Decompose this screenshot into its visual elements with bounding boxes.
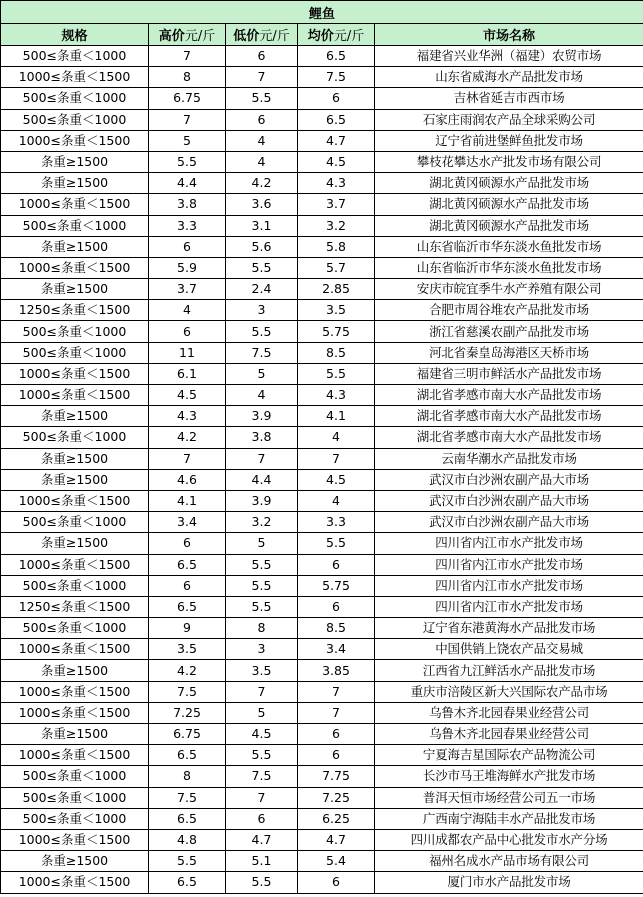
cell-avg-price: 5.75 (298, 575, 375, 596)
table-row (1, 639, 643, 660)
cell-low-price: 3.1 (226, 215, 298, 236)
cell-low-price: 4 (226, 385, 298, 406)
cell-spec: 500≤条重＜1000 (1, 88, 149, 109)
cell-spec: 条重≥1500 (1, 236, 149, 257)
table-row (1, 681, 643, 702)
header-avg-label: 均价 (307, 29, 334, 44)
cell-spec: 1000≤条重＜1500 (1, 681, 149, 702)
cell-low-price: 3 (226, 300, 298, 321)
cell-spec: 1000≤条重＜1500 (1, 67, 149, 88)
cell-avg-price: 4.5 (298, 469, 375, 490)
table-row (1, 173, 643, 194)
cell-low-price: 3 (226, 639, 298, 660)
cell-high-price: 5.9 (149, 257, 226, 278)
cell-market-name: 湖北省孝感市南大水产品批发市场 (375, 427, 643, 448)
cell-avg-price: 6 (298, 596, 375, 617)
cell-high-price: 7.5 (149, 681, 226, 702)
table-row (1, 724, 643, 745)
cell-low-price: 7 (226, 448, 298, 469)
table-title: 鲤鱼 (1, 1, 643, 24)
cell-spec: 条重≥1500 (1, 406, 149, 427)
cell-spec: 1000≤条重＜1500 (1, 639, 149, 660)
cell-avg-price: 6 (298, 745, 375, 766)
cell-low-price: 5.5 (226, 257, 298, 278)
cell-high-price: 5.5 (149, 851, 226, 872)
table-row (1, 46, 643, 67)
cell-high-price: 4.1 (149, 490, 226, 511)
cell-high-price: 4.2 (149, 660, 226, 681)
cell-low-price: 4 (226, 151, 298, 172)
cell-market-name: 吉林省延吉市西市场 (375, 88, 643, 109)
cell-high-price: 4.5 (149, 385, 226, 406)
cell-avg-price: 7.5 (298, 67, 375, 88)
cell-spec: 500≤条重＜1000 (1, 427, 149, 448)
table-row (1, 257, 643, 278)
cell-market-name: 厦门市水产品批发市场 (375, 872, 643, 893)
cell-high-price: 11 (149, 342, 226, 363)
table-row (1, 660, 643, 681)
cell-high-price: 7.25 (149, 702, 226, 723)
cell-spec: 条重≥1500 (1, 279, 149, 300)
cell-market-name: 福建省兴业华洲（福建）农贸市场 (375, 46, 643, 67)
cell-low-price: 7.5 (226, 342, 298, 363)
cell-spec: 条重≥1500 (1, 533, 149, 554)
cell-avg-price: 5.7 (298, 257, 375, 278)
cell-market-name: 广西南宁海陆丰水产品批发市场 (375, 808, 643, 829)
table-row (1, 88, 643, 109)
table-row (1, 851, 643, 872)
cell-high-price: 7 (149, 448, 226, 469)
cell-avg-price: 8.5 (298, 342, 375, 363)
cell-high-price: 6.5 (149, 745, 226, 766)
cell-spec: 500≤条重＜1000 (1, 766, 149, 787)
cell-market-name: 辽宁省东港黄海水产品批发市场 (375, 618, 643, 639)
cell-spec: 1000≤条重＜1500 (1, 745, 149, 766)
cell-market-name: 湖北黄冈硕源水产品批发市场 (375, 194, 643, 215)
cell-low-price: 5.5 (226, 88, 298, 109)
header-low-label: 低价 (233, 29, 260, 44)
cell-high-price: 4.3 (149, 406, 226, 427)
cell-market-name: 重庆市涪陵区新大兴国际农产品市场 (375, 681, 643, 702)
cell-spec: 500≤条重＜1000 (1, 512, 149, 533)
table-row (1, 321, 643, 342)
cell-spec: 500≤条重＜1000 (1, 321, 149, 342)
cell-avg-price: 6.5 (298, 109, 375, 130)
cell-market-name: 福建省三明市鲜活水产品批发市场 (375, 363, 643, 384)
cell-low-price: 3.2 (226, 512, 298, 533)
cell-low-price: 6 (226, 808, 298, 829)
cell-spec: 1000≤条重＜1500 (1, 257, 149, 278)
cell-market-name: 四川成都农产品中心批发市水产分场 (375, 829, 643, 850)
cell-low-price: 5.5 (226, 575, 298, 596)
cell-low-price: 3.5 (226, 660, 298, 681)
cell-avg-price: 4.7 (298, 829, 375, 850)
cell-low-price: 5 (226, 702, 298, 723)
cell-high-price: 4 (149, 300, 226, 321)
cell-spec: 条重≥1500 (1, 173, 149, 194)
cell-market-name: 山东省临沂市华东淡水鱼批发市场 (375, 236, 643, 257)
header-avg (298, 24, 375, 46)
cell-spec: 条重≥1500 (1, 660, 149, 681)
cell-spec: 500≤条重＜1000 (1, 215, 149, 236)
cell-high-price: 6.75 (149, 724, 226, 745)
header-market: 市场名称 (375, 24, 643, 46)
cell-spec: 1000≤条重＜1500 (1, 702, 149, 723)
cell-avg-price: 5.4 (298, 851, 375, 872)
cell-spec: 1250≤条重＜1500 (1, 300, 149, 321)
header-high-unit: 元/斤 (184, 29, 216, 44)
cell-avg-price: 2.85 (298, 279, 375, 300)
cell-avg-price: 6 (298, 872, 375, 893)
cell-high-price: 4.4 (149, 173, 226, 194)
header-low (226, 24, 298, 46)
cell-spec: 1000≤条重＜1500 (1, 829, 149, 850)
cell-spec: 500≤条重＜1000 (1, 787, 149, 808)
table-row (1, 575, 643, 596)
cell-low-price: 2.4 (226, 279, 298, 300)
cell-spec: 500≤条重＜1000 (1, 342, 149, 363)
table-row (1, 279, 643, 300)
cell-avg-price: 4.3 (298, 385, 375, 406)
table-row (1, 469, 643, 490)
table-row (1, 215, 643, 236)
cell-market-name: 辽宁省前进堡鲜鱼批发市场 (375, 130, 643, 151)
cell-high-price: 7.5 (149, 787, 226, 808)
cell-spec: 条重≥1500 (1, 448, 149, 469)
cell-spec: 1000≤条重＜1500 (1, 194, 149, 215)
cell-market-name: 普洱天恒市场经营公司五一市场 (375, 787, 643, 808)
cell-avg-price: 6 (298, 724, 375, 745)
cell-avg-price: 7.75 (298, 766, 375, 787)
table-row (1, 342, 643, 363)
cell-market-name: 中国供销上饶农产品交易城 (375, 639, 643, 660)
title-row (1, 1, 643, 24)
cell-market-name: 江西省九江鲜活水产品批发市场 (375, 660, 643, 681)
cell-avg-price: 4 (298, 490, 375, 511)
cell-market-name: 武汉市白沙洲农副产品大市场 (375, 469, 643, 490)
cell-market-name: 河北省秦皇岛海港区天桥市场 (375, 342, 643, 363)
cell-spec: 1000≤条重＜1500 (1, 554, 149, 575)
cell-low-price: 5.5 (226, 745, 298, 766)
header-high-label: 高价 (158, 29, 185, 44)
cell-spec: 条重≥1500 (1, 469, 149, 490)
table-row (1, 872, 643, 893)
cell-market-name: 湖北黄冈硕源水产品批发市场 (375, 215, 643, 236)
cell-avg-price: 4.3 (298, 173, 375, 194)
cell-avg-price: 6.5 (298, 46, 375, 67)
cell-market-name: 湖北省孝感市南大水产品批发市场 (375, 385, 643, 406)
table-row (1, 533, 643, 554)
cell-spec: 1250≤条重＜1500 (1, 596, 149, 617)
table-body (1, 46, 643, 894)
header-avg-unit: 元/斤 (333, 29, 365, 44)
cell-high-price: 3.5 (149, 639, 226, 660)
cell-avg-price: 6.25 (298, 808, 375, 829)
table-row (1, 406, 643, 427)
cell-avg-price: 7 (298, 681, 375, 702)
cell-high-price: 9 (149, 618, 226, 639)
cell-low-price: 5 (226, 533, 298, 554)
table-row (1, 109, 643, 130)
cell-low-price: 5.5 (226, 872, 298, 893)
table-row (1, 427, 643, 448)
table-row (1, 554, 643, 575)
cell-market-name: 云南华潮水产品批发市场 (375, 448, 643, 469)
cell-high-price: 5.5 (149, 151, 226, 172)
cell-low-price: 7.5 (226, 766, 298, 787)
cell-spec: 1000≤条重＜1500 (1, 363, 149, 384)
cell-high-price: 4.6 (149, 469, 226, 490)
cell-avg-price: 3.4 (298, 639, 375, 660)
cell-low-price: 4.7 (226, 829, 298, 850)
cell-low-price: 5.6 (226, 236, 298, 257)
cell-high-price: 3.4 (149, 512, 226, 533)
cell-market-name: 石家庄雨润农产品全球采购公司 (375, 109, 643, 130)
cell-avg-price: 8.5 (298, 618, 375, 639)
cell-spec: 500≤条重＜1000 (1, 575, 149, 596)
cell-market-name: 四川省内江市水产批发市场 (375, 554, 643, 575)
cell-market-name: 四川省内江市水产批发市场 (375, 533, 643, 554)
table-row (1, 745, 643, 766)
cell-market-name: 山东省临沂市华东淡水鱼批发市场 (375, 257, 643, 278)
cell-market-name: 湖北省孝感市南大水产品批发市场 (375, 406, 643, 427)
cell-spec: 500≤条重＜1000 (1, 46, 149, 67)
table-row (1, 490, 643, 511)
table-row (1, 385, 643, 406)
cell-high-price: 6.1 (149, 363, 226, 384)
cell-avg-price: 4.1 (298, 406, 375, 427)
cell-avg-price: 3.85 (298, 660, 375, 681)
cell-avg-price: 4 (298, 427, 375, 448)
table-row (1, 194, 643, 215)
cell-avg-price: 7.25 (298, 787, 375, 808)
cell-avg-price: 7 (298, 448, 375, 469)
cell-high-price: 8 (149, 67, 226, 88)
cell-market-name: 山东省威海水产品批发市场 (375, 67, 643, 88)
cell-avg-price: 5.75 (298, 321, 375, 342)
cell-low-price: 4.4 (226, 469, 298, 490)
cell-market-name: 浙江省慈溪农副产品批发市场 (375, 321, 643, 342)
cell-high-price: 7 (149, 109, 226, 130)
table-row (1, 618, 643, 639)
cell-low-price: 3.9 (226, 406, 298, 427)
cell-high-price: 5 (149, 130, 226, 151)
table-row (1, 702, 643, 723)
cell-market-name: 福州名成水产品市场有限公司 (375, 851, 643, 872)
cell-market-name: 四川省内江市水产批发市场 (375, 575, 643, 596)
cell-avg-price: 5.5 (298, 363, 375, 384)
cell-market-name: 乌鲁木齐北园春果业经营公司 (375, 724, 643, 745)
table-row (1, 300, 643, 321)
cell-high-price: 6 (149, 321, 226, 342)
cell-high-price: 7 (149, 46, 226, 67)
cell-high-price: 3.3 (149, 215, 226, 236)
cell-avg-price: 4.7 (298, 130, 375, 151)
cell-spec: 条重≥1500 (1, 151, 149, 172)
cell-high-price: 3.8 (149, 194, 226, 215)
cell-high-price: 6 (149, 575, 226, 596)
cell-low-price: 4 (226, 130, 298, 151)
header-spec: 规格 (1, 24, 149, 46)
cell-spec: 500≤条重＜1000 (1, 109, 149, 130)
table-row (1, 67, 643, 88)
cell-low-price: 5.5 (226, 554, 298, 575)
cell-high-price: 3.7 (149, 279, 226, 300)
cell-low-price: 6 (226, 109, 298, 130)
cell-low-price: 7 (226, 787, 298, 808)
cell-low-price: 5.1 (226, 851, 298, 872)
cell-low-price: 3.8 (226, 427, 298, 448)
cell-low-price: 3.6 (226, 194, 298, 215)
cell-low-price: 7 (226, 681, 298, 702)
header-row (1, 24, 643, 46)
cell-high-price: 6 (149, 236, 226, 257)
cell-low-price: 4.5 (226, 724, 298, 745)
cell-avg-price: 5.8 (298, 236, 375, 257)
cell-high-price: 4.8 (149, 829, 226, 850)
cell-low-price: 5.5 (226, 321, 298, 342)
table-row (1, 766, 643, 787)
table-row (1, 596, 643, 617)
cell-high-price: 6.75 (149, 88, 226, 109)
cell-spec: 条重≥1500 (1, 851, 149, 872)
cell-market-name: 武汉市白沙洲农副产品大市场 (375, 490, 643, 511)
cell-spec: 500≤条重＜1000 (1, 618, 149, 639)
cell-low-price: 5 (226, 363, 298, 384)
cell-high-price: 8 (149, 766, 226, 787)
cell-high-price: 6 (149, 533, 226, 554)
cell-high-price: 6.5 (149, 554, 226, 575)
header-low-unit: 元/斤 (259, 29, 290, 44)
cell-spec: 1000≤条重＜1500 (1, 130, 149, 151)
table-row (1, 151, 643, 172)
cell-spec: 500≤条重＜1000 (1, 808, 149, 829)
cell-avg-price: 3.2 (298, 215, 375, 236)
table-row (1, 787, 643, 808)
cell-high-price: 6.5 (149, 596, 226, 617)
cell-market-name: 乌鲁木齐北园春果业经营公司 (375, 702, 643, 723)
cell-high-price: 4.2 (149, 427, 226, 448)
cell-avg-price: 6 (298, 88, 375, 109)
cell-market-name: 宁夏海吉星国际农产品物流公司 (375, 745, 643, 766)
cell-high-price: 6.5 (149, 808, 226, 829)
cell-market-name: 攀枝花攀达水产批发市场有限公司 (375, 151, 643, 172)
cell-market-name: 长沙市马王堆海鲜水产批发市场 (375, 766, 643, 787)
cell-low-price: 7 (226, 67, 298, 88)
cell-market-name: 武汉市白沙洲农副产品大市场 (375, 512, 643, 533)
cell-avg-price: 3.5 (298, 300, 375, 321)
cell-spec: 1000≤条重＜1500 (1, 385, 149, 406)
cell-avg-price: 3.3 (298, 512, 375, 533)
table-row (1, 448, 643, 469)
cell-market-name: 四川省内江市水产批发市场 (375, 596, 643, 617)
table-row (1, 808, 643, 829)
cell-low-price: 6 (226, 46, 298, 67)
table-row (1, 130, 643, 151)
cell-low-price: 8 (226, 618, 298, 639)
cell-market-name: 合肥市周谷堆农产品批发市场 (375, 300, 643, 321)
table-row (1, 829, 643, 850)
cell-avg-price: 4.5 (298, 151, 375, 172)
cell-avg-price: 3.7 (298, 194, 375, 215)
cell-avg-price: 7 (298, 702, 375, 723)
cell-spec: 1000≤条重＜1500 (1, 490, 149, 511)
table-row (1, 363, 643, 384)
cell-low-price: 3.9 (226, 490, 298, 511)
cell-low-price: 5.5 (226, 596, 298, 617)
header-high (149, 24, 226, 46)
table-row (1, 236, 643, 257)
cell-low-price: 4.2 (226, 173, 298, 194)
cell-market-name: 湖北黄冈硕源水产品批发市场 (375, 173, 643, 194)
table-row (1, 512, 643, 533)
cell-avg-price: 5.5 (298, 533, 375, 554)
cell-avg-price: 6 (298, 554, 375, 575)
cell-high-price: 6.5 (149, 872, 226, 893)
cell-spec: 条重≥1500 (1, 724, 149, 745)
cell-spec: 1000≤条重＜1500 (1, 872, 149, 893)
cell-market-name: 安庆市皖宜季牛水产养殖有限公司 (375, 279, 643, 300)
